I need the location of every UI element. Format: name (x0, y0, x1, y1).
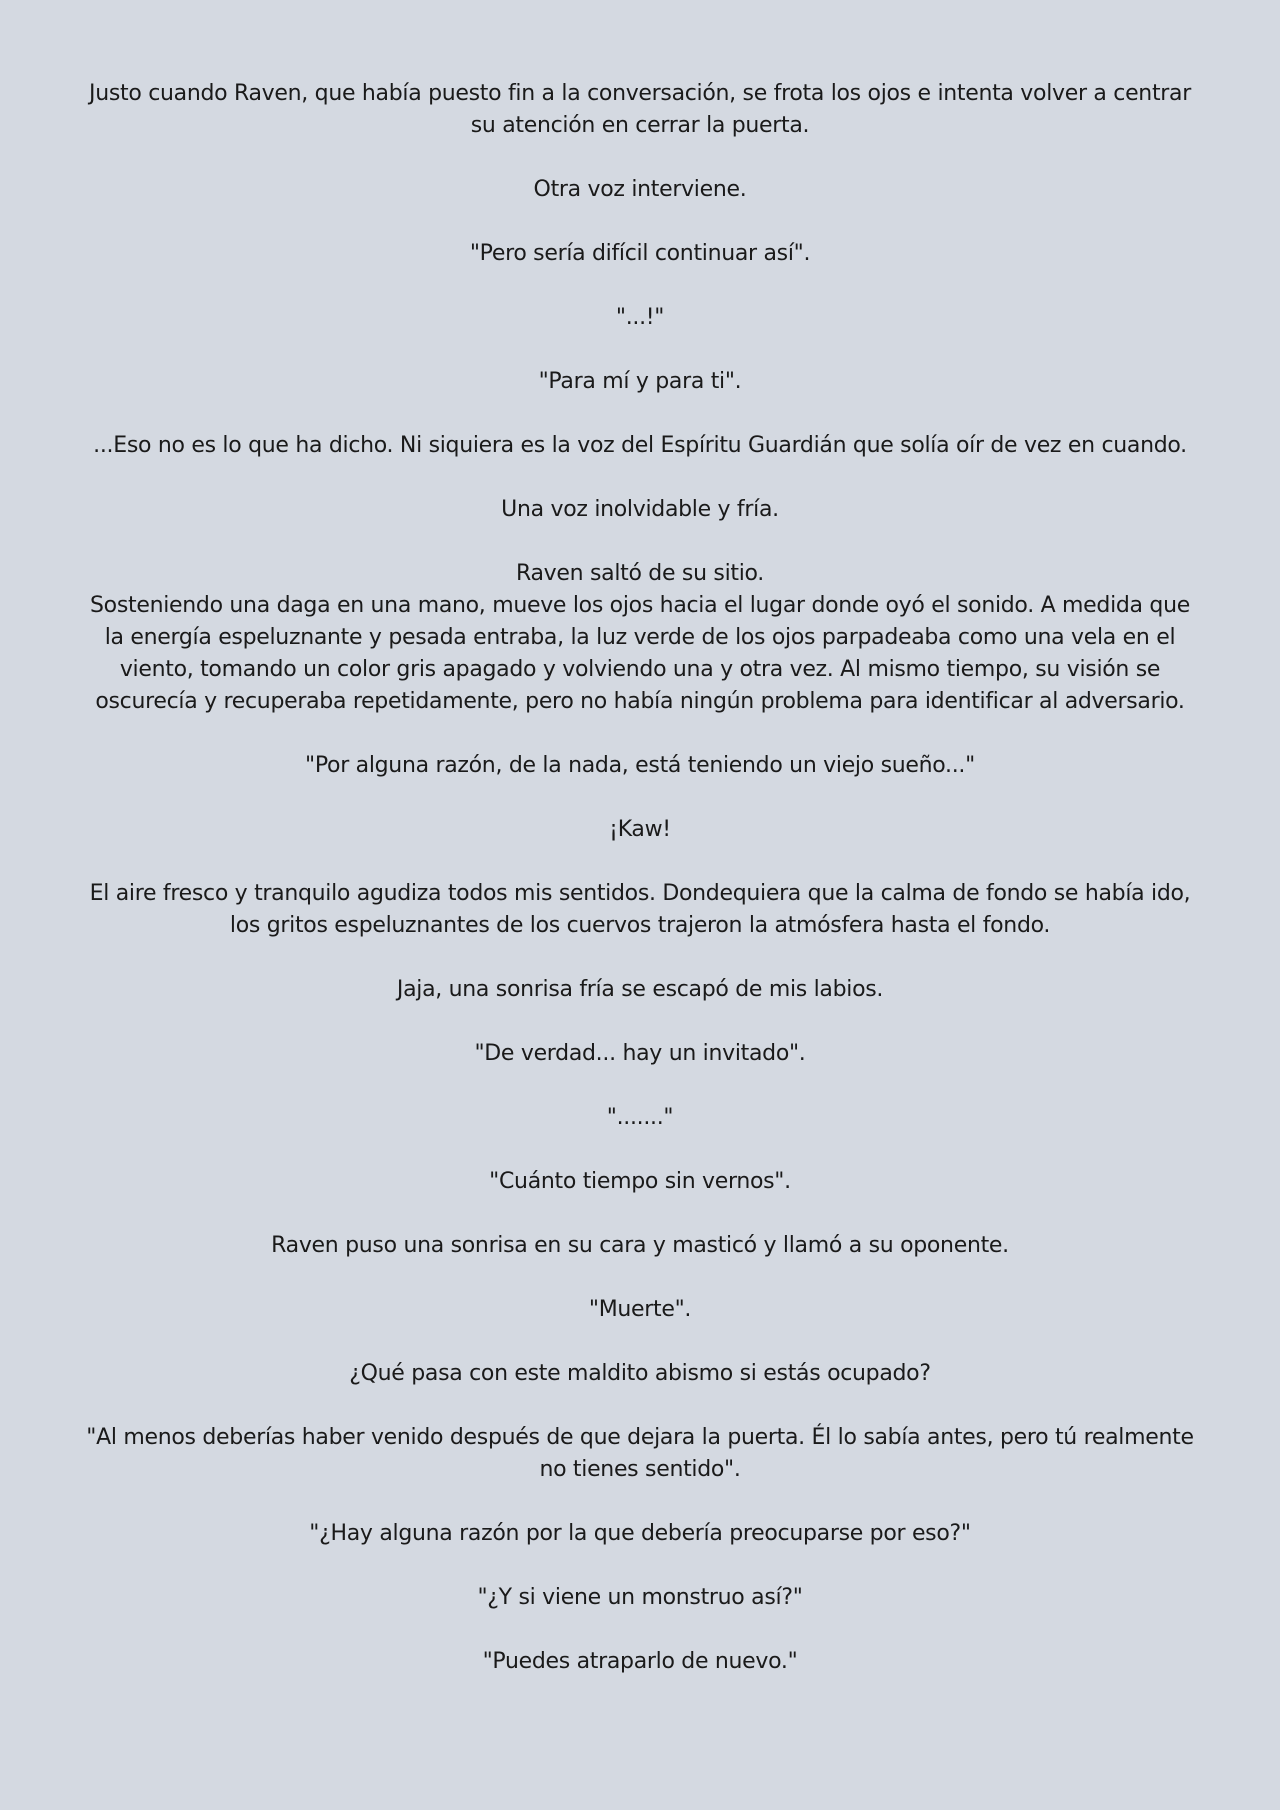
paragraph-17: Raven puso una sonrisa en su cara y masticó y llamó a su oponente. (271, 1233, 1009, 1258)
paragraph-10: "Por alguna razón, de la nada, está teniendo un viejo sueño..." (305, 753, 975, 778)
paragraph-21: "¿Hay alguna razón por la que debería preocuparse por eso?" (309, 1521, 971, 1546)
paragraph-2: Otra voz interviene. (533, 177, 747, 202)
paragraph-19: ¿Qué pasa con este maldito abismo si estás ocupado? (349, 1361, 931, 1386)
paragraph-5: "Para mí y para ti". (538, 369, 742, 394)
paragraph-16: "Cuánto tiempo sin vernos". (489, 1169, 791, 1194)
paragraph-12: El aire fresco y tranquilo agudiza todos mis sentidos. Dondequiera que la calma de fondo se había ido, los gritos espeluznantes de los cuervos trajeron la atmósfera hasta el fondo. (89, 881, 1191, 938)
paragraph-6: ...Eso no es lo que ha dicho. Ni siquiera es la voz del Espíritu Guardián que solía oír de vez en cuando. (93, 433, 1187, 458)
paragraph-1: Justo cuando Raven, que había puesto fin a la conversación, se frota los ojos e intenta volver a centrar su atención en cerrar la puerta. (89, 81, 1191, 138)
paragraph-13: Jaja, una sonrisa fría se escapó de mis labios. (396, 977, 884, 1002)
paragraph-3: "Pero sería difícil continuar así". (469, 241, 811, 266)
paragraph-4: "...!" (615, 305, 665, 330)
paragraph-23: "Puedes atraparlo de nuevo." (482, 1649, 798, 1674)
paragraph-8: Raven saltó de su sitio. (516, 561, 764, 586)
paragraph-15: "......." (606, 1105, 674, 1130)
paragraph-11: ¡Kaw! (609, 817, 671, 842)
paragraph-14: "De verdad... hay un invitado". (474, 1041, 806, 1066)
paragraph-18: "Muerte". (588, 1297, 692, 1322)
paragraph-20: "Al menos deberías haber venido después de que dejara la puerta. Él lo sabía antes, pero tú realmente no tienes sentido". (86, 1425, 1194, 1482)
paragraph-7: Una voz inolvidable y fría. (501, 497, 779, 522)
paragraph-9: Sosteniendo una daga en una mano, mueve los ojos hacia el lugar donde oyó el sonido. A medida que la energía espeluznante y pesada entraba, la luz verde de los ojos parpadeaba como una vela en el viento, tomando un color gris apagado y volviendo una y otra vez. Al mismo tiempo, su visión se oscurecía y recuperaba repetidamente, pero no había ningún problema para identificar al adversario. (90, 593, 1190, 714)
paragraph-22: "¿Y si viene un monstruo así?" (477, 1585, 803, 1610)
